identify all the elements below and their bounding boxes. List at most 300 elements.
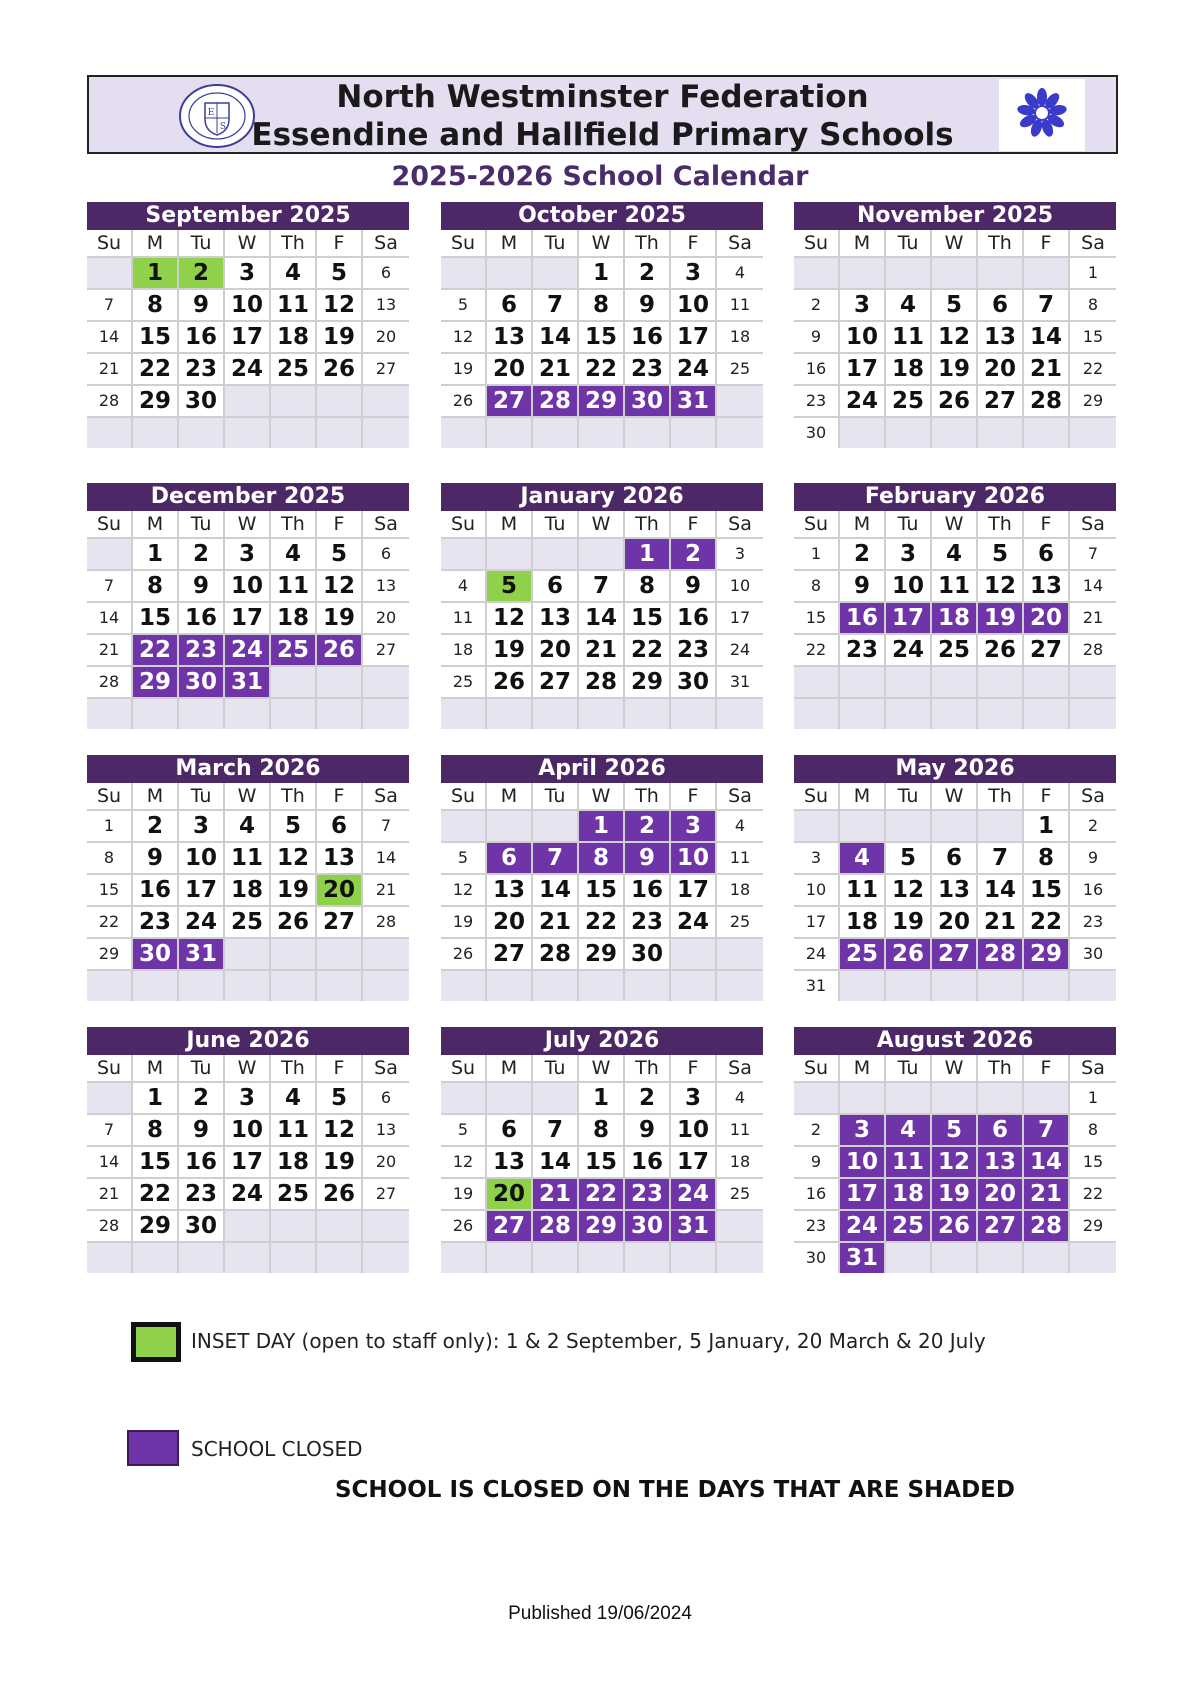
day-cell: 21 (363, 875, 409, 905)
empty-day-cell (671, 939, 717, 969)
day-cell: 19 (441, 354, 487, 384)
day-cell: 13 (978, 1147, 1024, 1177)
month-calendar (441, 202, 763, 448)
weekday-label: Sa (363, 1055, 409, 1081)
schools-title: Essendine and Hallfield Primary Schools (251, 117, 954, 153)
weekday-label: Th (978, 511, 1024, 537)
weekday-label: Su (794, 230, 840, 256)
day-cell: 7 (1070, 539, 1116, 569)
day-cell: 6 (363, 1083, 409, 1113)
day-cell: 12 (317, 290, 363, 320)
day-cell: 22 (625, 635, 671, 665)
empty-day-cell (1024, 1243, 1070, 1273)
day-cell: 12 (978, 571, 1024, 601)
day-cell: 1 (794, 539, 840, 569)
day-cell: 28 (533, 386, 579, 416)
day-cell: 27 (317, 907, 363, 937)
day-cell: 4 (271, 258, 317, 288)
day-cell: 29 (625, 667, 671, 697)
month-days-grid (441, 1055, 763, 1273)
weekday-label: Su (441, 783, 487, 809)
day-cell: 5 (886, 843, 932, 873)
day-cell: 23 (671, 635, 717, 665)
empty-day-cell (886, 1083, 932, 1113)
day-cell: 25 (932, 635, 978, 665)
empty-day-cell (179, 1243, 225, 1273)
day-cell: 15 (133, 1147, 179, 1177)
weekday-label: M (840, 1055, 886, 1081)
day-cell: 2 (794, 1115, 840, 1145)
empty-day-cell (1070, 699, 1116, 729)
day-cell: 9 (179, 290, 225, 320)
empty-day-cell (1024, 971, 1070, 1001)
empty-day-cell (133, 699, 179, 729)
day-cell: 14 (1024, 322, 1070, 352)
day-cell: 5 (271, 811, 317, 841)
day-cell: 4 (886, 290, 932, 320)
day-cell: 22 (579, 907, 625, 937)
day-cell: 3 (225, 539, 271, 569)
empty-day-cell (363, 939, 409, 969)
month-calendar (87, 202, 409, 448)
day-cell: 14 (87, 603, 133, 633)
empty-day-cell (179, 971, 225, 1001)
day-cell: 27 (932, 939, 978, 969)
empty-day-cell (87, 971, 133, 1001)
weekday-label: F (317, 1055, 363, 1081)
empty-day-cell (363, 699, 409, 729)
day-cell: 21 (533, 1179, 579, 1209)
empty-day-cell (363, 1243, 409, 1273)
day-cell: 19 (271, 875, 317, 905)
day-cell: 29 (1070, 386, 1116, 416)
weekday-label: Su (441, 230, 487, 256)
day-cell: 15 (1070, 1147, 1116, 1177)
month-calendar (441, 483, 763, 729)
weekday-label: Sa (363, 230, 409, 256)
weekday-label: Sa (1070, 230, 1116, 256)
day-cell: 20 (932, 907, 978, 937)
weekday-label: Su (441, 511, 487, 537)
empty-day-cell (363, 1211, 409, 1241)
day-cell: 12 (441, 322, 487, 352)
day-cell: 16 (794, 354, 840, 384)
calendar-subtitle: 2025-2026 School Calendar (391, 161, 809, 192)
weekday-label: W (225, 783, 271, 809)
day-cell: 20 (317, 875, 363, 905)
day-cell: 9 (840, 571, 886, 601)
weekday-label: Th (271, 1055, 317, 1081)
day-cell: 9 (625, 1115, 671, 1145)
day-cell: 1 (579, 1083, 625, 1113)
day-cell: 25 (225, 907, 271, 937)
day-cell: 23 (133, 907, 179, 937)
day-cell: 6 (363, 539, 409, 569)
empty-day-cell (317, 1211, 363, 1241)
day-cell: 21 (1070, 603, 1116, 633)
weekday-label: Tu (886, 783, 932, 809)
day-cell: 14 (1070, 571, 1116, 601)
empty-day-cell (487, 1243, 533, 1273)
empty-day-cell (133, 418, 179, 448)
day-cell: 1 (133, 1083, 179, 1113)
day-cell: 30 (794, 1243, 840, 1273)
empty-day-cell (932, 1083, 978, 1113)
day-cell: 25 (717, 907, 763, 937)
weekday-label: W (579, 1055, 625, 1081)
day-cell: 11 (271, 571, 317, 601)
empty-day-cell (225, 939, 271, 969)
empty-day-cell (225, 1211, 271, 1241)
weekday-label: Sa (717, 230, 763, 256)
empty-day-cell (271, 1243, 317, 1273)
empty-day-cell (441, 1243, 487, 1273)
day-cell: 31 (717, 667, 763, 697)
empty-day-cell (179, 418, 225, 448)
day-cell: 6 (487, 1115, 533, 1145)
day-cell: 11 (271, 1115, 317, 1145)
day-cell: 18 (271, 603, 317, 633)
day-cell: 24 (794, 939, 840, 969)
day-cell: 26 (978, 635, 1024, 665)
day-cell: 9 (179, 571, 225, 601)
day-cell: 9 (1070, 843, 1116, 873)
day-cell: 11 (441, 603, 487, 633)
weekday-label: Th (271, 230, 317, 256)
day-cell: 23 (840, 635, 886, 665)
empty-day-cell (717, 1243, 763, 1273)
weekday-label: Tu (533, 230, 579, 256)
day-cell: 18 (717, 875, 763, 905)
month-title: June 2026 (87, 1027, 409, 1055)
day-cell: 26 (932, 386, 978, 416)
day-cell: 7 (87, 1115, 133, 1145)
weekday-label: M (133, 783, 179, 809)
day-cell: 3 (179, 811, 225, 841)
month-days-grid (794, 783, 1116, 1001)
empty-day-cell (363, 667, 409, 697)
day-cell: 12 (317, 571, 363, 601)
month-days-grid (794, 230, 1116, 448)
day-cell: 8 (133, 1115, 179, 1145)
hallfield-flower-logo (999, 79, 1085, 151)
day-cell: 11 (717, 290, 763, 320)
day-cell: 15 (579, 1147, 625, 1177)
day-cell: 10 (717, 571, 763, 601)
day-cell: 1 (1070, 1083, 1116, 1113)
weekday-label: Su (87, 783, 133, 809)
empty-day-cell (671, 1243, 717, 1273)
month-title: August 2026 (794, 1027, 1116, 1055)
svg-text:S: S (219, 122, 227, 132)
day-cell: 22 (579, 354, 625, 384)
day-cell: 7 (363, 811, 409, 841)
day-cell: 12 (271, 843, 317, 873)
day-cell: 9 (794, 322, 840, 352)
day-cell: 6 (533, 571, 579, 601)
day-cell: 25 (271, 635, 317, 665)
empty-day-cell (487, 811, 533, 841)
day-cell: 2 (625, 258, 671, 288)
inset-legend-text: INSET DAY (open to staff only): 1 & 2 September, 5 January, 20 March & 20 July (191, 1329, 986, 1353)
day-cell: 19 (886, 907, 932, 937)
day-cell: 16 (625, 875, 671, 905)
day-cell: 10 (671, 1115, 717, 1145)
day-cell: 15 (625, 603, 671, 633)
day-cell: 12 (441, 875, 487, 905)
day-cell: 1 (1070, 258, 1116, 288)
month-days-grid (87, 230, 409, 448)
day-cell: 8 (579, 1115, 625, 1145)
empty-day-cell (932, 699, 978, 729)
day-cell: 26 (441, 386, 487, 416)
month-days-grid (441, 783, 763, 1001)
weekday-label: F (671, 1055, 717, 1081)
day-cell: 2 (179, 258, 225, 288)
month-calendar (794, 202, 1116, 448)
weekday-label: Tu (179, 1055, 225, 1081)
month-title: December 2025 (87, 483, 409, 511)
day-cell: 11 (717, 1115, 763, 1145)
empty-day-cell (87, 258, 133, 288)
day-cell: 18 (886, 1179, 932, 1209)
day-cell: 24 (671, 1179, 717, 1209)
weekday-label: Sa (1070, 783, 1116, 809)
published-date: Published 19/06/2024 (508, 1603, 692, 1624)
empty-day-cell (794, 699, 840, 729)
day-cell: 19 (317, 1147, 363, 1177)
day-cell: 21 (1024, 354, 1070, 384)
empty-day-cell (225, 699, 271, 729)
day-cell: 31 (671, 386, 717, 416)
day-cell: 3 (717, 539, 763, 569)
day-cell: 9 (625, 290, 671, 320)
day-cell: 15 (579, 875, 625, 905)
day-cell: 28 (87, 1211, 133, 1241)
day-cell: 25 (717, 1179, 763, 1209)
day-cell: 6 (487, 290, 533, 320)
empty-day-cell (671, 699, 717, 729)
day-cell: 26 (271, 907, 317, 937)
day-cell: 26 (441, 939, 487, 969)
day-cell: 27 (1024, 635, 1070, 665)
day-cell: 19 (487, 635, 533, 665)
day-cell: 24 (671, 354, 717, 384)
day-cell: 3 (840, 1115, 886, 1145)
day-cell: 25 (271, 1179, 317, 1209)
weekday-label: W (932, 1055, 978, 1081)
day-cell: 27 (487, 1211, 533, 1241)
day-cell: 26 (487, 667, 533, 697)
month-calendar (794, 1027, 1116, 1273)
day-cell: 19 (932, 354, 978, 384)
empty-day-cell (441, 811, 487, 841)
empty-day-cell (840, 1083, 886, 1113)
day-cell: 17 (671, 875, 717, 905)
weekday-label: Th (625, 511, 671, 537)
weekday-label: Th (271, 783, 317, 809)
empty-day-cell (487, 971, 533, 1001)
weekday-label: M (133, 511, 179, 537)
day-cell: 20 (487, 354, 533, 384)
day-cell: 18 (271, 1147, 317, 1177)
day-cell: 9 (133, 843, 179, 873)
day-cell: 30 (133, 939, 179, 969)
day-cell: 13 (533, 603, 579, 633)
day-cell: 21 (533, 354, 579, 384)
day-cell: 1 (579, 811, 625, 841)
weekday-label: Th (625, 1055, 671, 1081)
day-cell: 8 (579, 290, 625, 320)
month-calendar (441, 755, 763, 1001)
empty-day-cell (271, 971, 317, 1001)
weekday-label: Sa (363, 511, 409, 537)
month-title: July 2026 (441, 1027, 763, 1055)
weekday-label: F (317, 511, 363, 537)
empty-day-cell (579, 539, 625, 569)
day-cell: 9 (179, 1115, 225, 1145)
day-cell: 14 (363, 843, 409, 873)
empty-day-cell (978, 1243, 1024, 1273)
month-days-grid (87, 1055, 409, 1273)
empty-day-cell (886, 258, 932, 288)
weekday-label: Th (978, 230, 1024, 256)
day-cell: 10 (794, 875, 840, 905)
empty-day-cell (317, 1243, 363, 1273)
day-cell: 13 (363, 571, 409, 601)
day-cell: 8 (579, 843, 625, 873)
day-cell: 12 (932, 1147, 978, 1177)
empty-day-cell (225, 1243, 271, 1273)
day-cell: 7 (1024, 1115, 1070, 1145)
empty-day-cell (717, 1211, 763, 1241)
day-cell: 13 (1024, 571, 1070, 601)
day-cell: 26 (317, 635, 363, 665)
svg-text:E: E (207, 108, 215, 118)
weekday-label: F (1024, 783, 1070, 809)
day-cell: 7 (87, 571, 133, 601)
day-cell: 16 (1070, 875, 1116, 905)
month-calendar (87, 483, 409, 729)
day-cell: 20 (363, 1147, 409, 1177)
day-cell: 29 (579, 939, 625, 969)
day-cell: 10 (225, 1115, 271, 1145)
day-cell: 29 (579, 1211, 625, 1241)
day-cell: 23 (625, 1179, 671, 1209)
weekday-label: M (840, 230, 886, 256)
day-cell: 13 (487, 1147, 533, 1177)
day-cell: 5 (932, 1115, 978, 1145)
empty-day-cell (441, 418, 487, 448)
day-cell: 6 (487, 843, 533, 873)
day-cell: 15 (133, 322, 179, 352)
weekday-label: W (225, 1055, 271, 1081)
day-cell: 22 (1070, 1179, 1116, 1209)
empty-day-cell (487, 258, 533, 288)
day-cell: 17 (671, 322, 717, 352)
day-cell: 4 (932, 539, 978, 569)
empty-day-cell (978, 258, 1024, 288)
empty-day-cell (87, 699, 133, 729)
month-title: May 2026 (794, 755, 1116, 783)
day-cell: 2 (794, 290, 840, 320)
weekday-label: Su (87, 230, 133, 256)
day-cell: 14 (87, 1147, 133, 1177)
day-cell: 5 (978, 539, 1024, 569)
day-cell: 3 (794, 843, 840, 873)
day-cell: 16 (179, 603, 225, 633)
day-cell: 27 (363, 1179, 409, 1209)
day-cell: 11 (271, 290, 317, 320)
empty-day-cell (441, 971, 487, 1001)
header-banner (87, 75, 1118, 154)
empty-day-cell (625, 699, 671, 729)
weekday-label: Su (87, 511, 133, 537)
empty-day-cell (579, 699, 625, 729)
day-cell: 21 (978, 907, 1024, 937)
day-cell: 9 (671, 571, 717, 601)
day-cell: 11 (225, 843, 271, 873)
day-cell: 12 (317, 1115, 363, 1145)
empty-day-cell (840, 811, 886, 841)
day-cell: 22 (133, 635, 179, 665)
month-calendar (794, 755, 1116, 1001)
empty-day-cell (1024, 667, 1070, 697)
day-cell: 15 (1024, 875, 1070, 905)
weekday-label: Tu (886, 230, 932, 256)
day-cell: 20 (978, 1179, 1024, 1209)
day-cell: 3 (225, 258, 271, 288)
day-cell: 11 (886, 1147, 932, 1177)
day-cell: 15 (133, 603, 179, 633)
day-cell: 17 (225, 322, 271, 352)
day-cell: 28 (363, 907, 409, 937)
empty-day-cell (886, 667, 932, 697)
empty-day-cell (487, 418, 533, 448)
day-cell: 30 (179, 667, 225, 697)
day-cell: 20 (1024, 603, 1070, 633)
weekday-label: M (487, 783, 533, 809)
day-cell: 18 (717, 1147, 763, 1177)
day-cell: 3 (671, 811, 717, 841)
empty-day-cell (533, 1083, 579, 1113)
empty-day-cell (978, 971, 1024, 1001)
day-cell: 29 (87, 939, 133, 969)
empty-day-cell (271, 699, 317, 729)
closed-legend-text: SCHOOL CLOSED (191, 1437, 363, 1461)
day-cell: 6 (978, 1115, 1024, 1145)
weekday-label: Sa (363, 783, 409, 809)
day-cell: 17 (671, 1147, 717, 1177)
day-cell: 15 (87, 875, 133, 905)
day-cell: 22 (1070, 354, 1116, 384)
weekday-label: Tu (179, 783, 225, 809)
empty-day-cell (363, 418, 409, 448)
empty-day-cell (271, 1211, 317, 1241)
month-title: September 2025 (87, 202, 409, 230)
weekday-label: Sa (717, 511, 763, 537)
day-cell: 21 (579, 635, 625, 665)
weekday-label: M (840, 783, 886, 809)
day-cell: 17 (794, 907, 840, 937)
closed-days-note: SCHOOL IS CLOSED ON THE DAYS THAT ARE SHADED (334, 1477, 1015, 1503)
weekday-label: F (317, 230, 363, 256)
weekday-label: Sa (1070, 1055, 1116, 1081)
day-cell: 5 (932, 290, 978, 320)
weekday-label: F (317, 783, 363, 809)
empty-day-cell (932, 811, 978, 841)
empty-day-cell (225, 386, 271, 416)
